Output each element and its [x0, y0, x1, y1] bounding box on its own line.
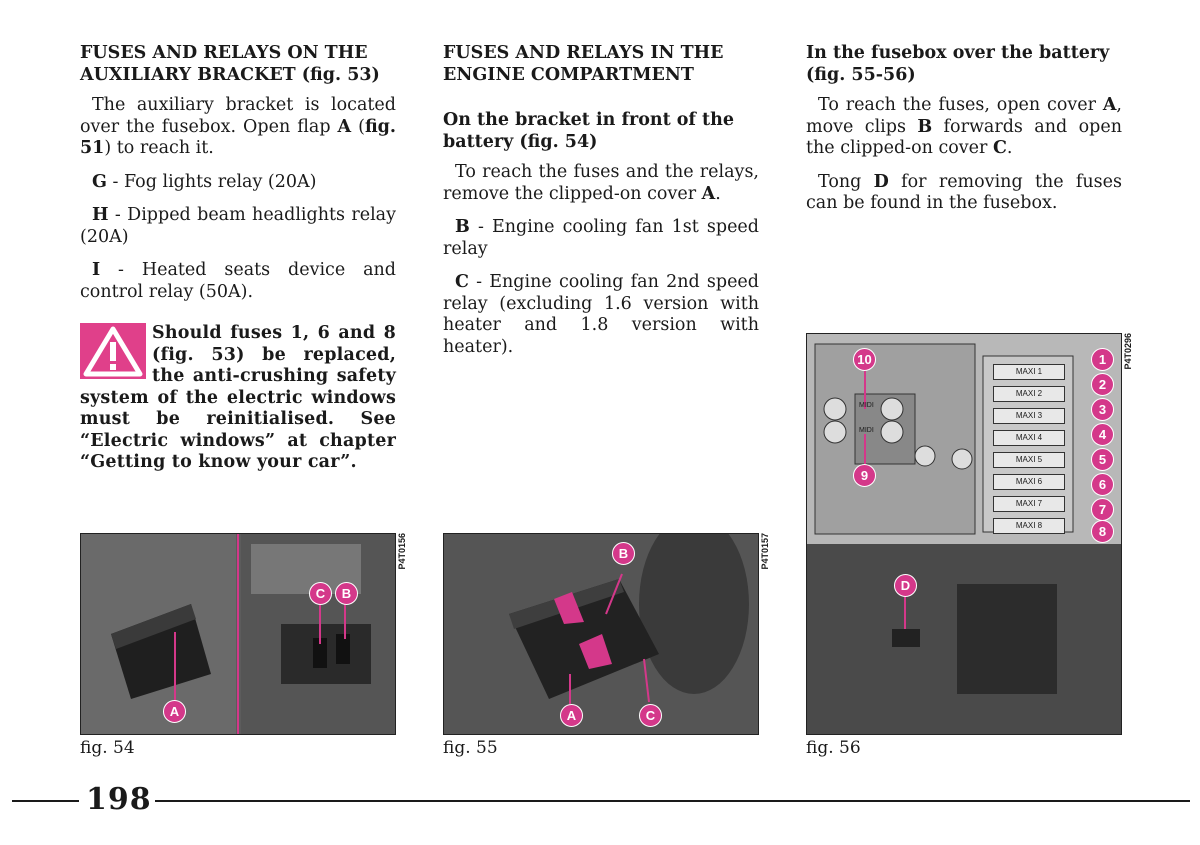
- fig54-label-c: C: [309, 582, 332, 605]
- fig56-label-2: 2: [1091, 373, 1114, 396]
- fig56-label-6: 6: [1091, 473, 1114, 496]
- fig56-label-1: 1: [1091, 348, 1114, 371]
- fuse-maxi-1: MAXI 1: [993, 364, 1065, 380]
- fig55-code: P4T0157: [760, 533, 770, 570]
- fuse-maxi-5: MAXI 5: [993, 452, 1065, 468]
- relay-item-g: G - Fog lights relay (20A): [92, 171, 317, 192]
- figure-54-photo: [80, 533, 396, 735]
- fig56-label-5: 5: [1091, 448, 1114, 471]
- fig56-code: P4T0296: [1123, 333, 1133, 370]
- midi-label-bottom: MIDI: [859, 427, 874, 434]
- engine-intro: To reach the fuses and the relays, remove the clipped-on cover A.: [443, 162, 759, 204]
- fuse-maxi-3: MAXI 3: [993, 408, 1065, 424]
- fig55-label-a: A: [560, 704, 583, 727]
- fig56-label-d: D: [894, 574, 917, 597]
- fig54-label-b: B: [335, 582, 358, 605]
- fig54-label-a: A: [163, 700, 186, 723]
- midi-label-top: MIDI: [859, 402, 874, 409]
- footer-rule-left: [12, 800, 79, 802]
- relay-item-h: H - Dipped beam headlights relay (20A): [80, 205, 396, 247]
- warning-icon: [80, 323, 146, 379]
- warning-note: Should fuses 1, 6 and 8 (fig. 53) be replaced, the anti-crushing safety system of the electric windows must be reinitialised. See “Electric windows” at chapter “Getting to know your car”.: [80, 323, 396, 472]
- page-number: 198: [86, 782, 152, 817]
- fig54-code: P4T0156: [397, 533, 407, 570]
- fig56-label-7: 7: [1091, 498, 1114, 521]
- aux-bracket-intro: The auxiliary bracket is located over the fusebox. Open flap A (fig. 51) to reach it.: [80, 95, 397, 158]
- fuse-maxi-8: MAXI 8: [993, 518, 1065, 534]
- relay-item-b: B - Engine cooling fan 1st speed relay: [443, 217, 759, 259]
- fuse-maxi-7: MAXI 7: [993, 496, 1065, 512]
- fusebox-instructions: To reach the fuses, open cover A, move clips B forwards and open the clipped-on cover C.: [806, 95, 1122, 158]
- column-1: [80, 42, 396, 474]
- fig56-label-8: 8: [1091, 520, 1114, 543]
- relay-item-c: C - Engine cooling fan 2nd speed relay (excluding 1.6 version with heater and 1.8 version with heater).: [443, 272, 759, 357]
- heading-aux-bracket: FUSES AND RELAYS ON THE AUXILIARY BRACKET (fig. 53): [80, 43, 380, 85]
- column-2: [443, 42, 759, 370]
- fuse-maxi-4: MAXI 4: [993, 430, 1065, 446]
- fig54-caption: fig. 54: [80, 738, 135, 758]
- figure-55-photo: [443, 533, 759, 735]
- fuse-maxi-6: MAXI 6: [993, 474, 1065, 490]
- column-3: [806, 42, 1122, 227]
- heading-engine-compartment: FUSES AND RELAYS IN THE ENGINE COMPARTMENT: [443, 43, 724, 85]
- fig56-label-9: 9: [853, 464, 876, 487]
- fig55-label-b: B: [612, 542, 635, 565]
- fig55-label-c: C: [639, 704, 662, 727]
- subheading-fusebox-battery: In the fusebox over the battery (fig. 55-56): [806, 43, 1110, 85]
- fig55-caption: fig. 55: [443, 738, 498, 758]
- fig56-label-4: 4: [1091, 423, 1114, 446]
- fuse-maxi-2: MAXI 2: [993, 386, 1065, 402]
- fuse-strip: [993, 364, 1065, 540]
- tong-note: Tong D for removing the fuses can be found in the fusebox.: [806, 171, 1122, 213]
- footer-rule-right: [155, 800, 1190, 802]
- figure-56-photo: [806, 333, 1122, 735]
- fig56-caption: fig. 56: [806, 738, 861, 758]
- fig56-label-10: 10: [853, 348, 876, 371]
- fig56-label-3: 3: [1091, 398, 1114, 421]
- subheading-bracket-battery: On the bracket in front of the battery (fig. 54): [443, 110, 734, 152]
- relay-item-i: I - Heated seats device and control relay (50A).: [80, 260, 396, 302]
